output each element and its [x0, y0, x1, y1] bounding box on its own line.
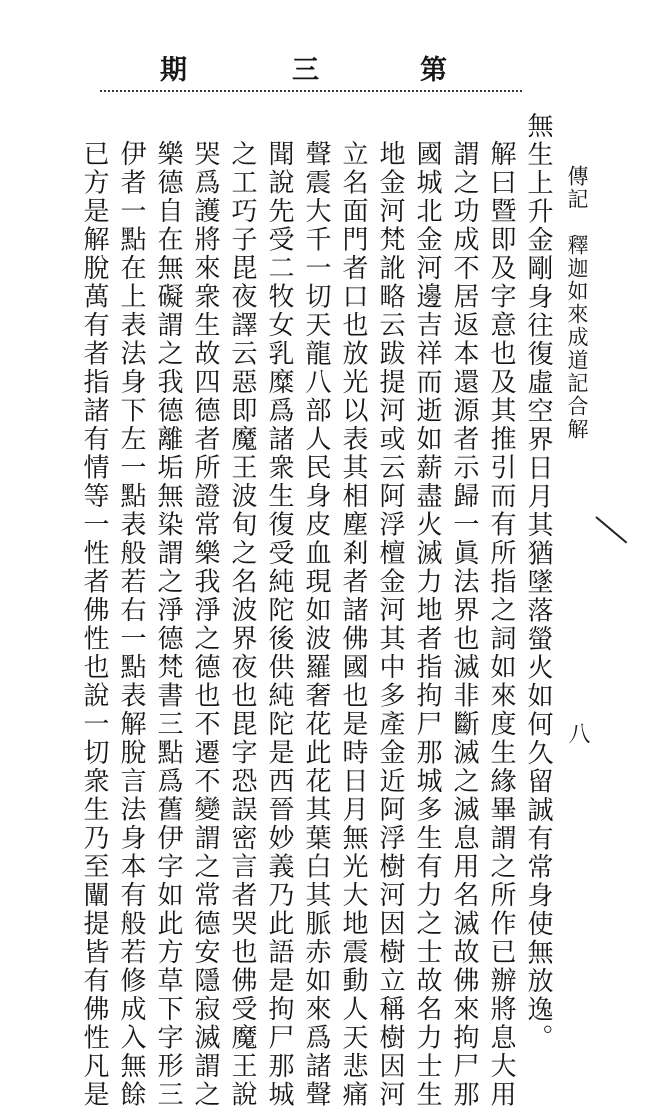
text-column-6: 立名面門者口也放光以表其相塵剎者諸佛國也是時日月無光大地震動人天悲痛: [338, 140, 368, 1109]
running-title: 傳記 釋迦如來成道記合解: [565, 165, 589, 441]
text-column-5: 地金河梵訛略云跋提河或云阿浮檀金河其中多產金近阿浮樹河因樹立稱樹因河: [375, 140, 405, 1109]
page-number: 八: [565, 722, 590, 744]
text-column-8: 聞說先受二牧女乳糜爲諸衆生復受純陀後供純陀是西晉妙義乃此語是拘尸那城: [264, 140, 294, 1109]
text-column-9: 之工巧子毘夜譯云惡即魔王波旬之名波界夜也毘字恐誤密言者哭也佛受魔王說: [227, 140, 257, 1109]
text-column-13: 已方是解脫萬有者指諸有情等一性者佛性也說一切衆生乃至闡提皆有佛性凡是: [79, 140, 109, 1109]
text-column-11: 樂德自在無礙謂之我德離垢無染謂之淨德梵書三點爲舊伊字如此方草下字形三: [153, 140, 183, 1109]
text-column-2: 解曰暨即及字意也及其推引而有所指之詞如來度生緣畢謂之所作已辦將息大用: [486, 140, 516, 1109]
page-header: [96, 56, 526, 96]
text-column-3: 謂之功成不居返本還源者示歸一眞法界也滅非斷滅之滅息用名滅故佛來拘尸那: [449, 140, 479, 1109]
text-column-7: 聲震大千一切天龍八部人民身皮血現如波羅奢花此花其葉白其脈赤如來爲諸聲: [301, 140, 331, 1109]
header-label-right: 第: [420, 55, 447, 86]
text-column-1: 無生上升金剛身往復虛空界日月其猶墜落螢火如何久留誠有常身使無放逸。: [523, 112, 553, 1053]
text-column-12: 伊者一點在上表法身下左一點表般若右一點表解脫言法身本有般若修成入無餘: [116, 140, 146, 1109]
stray-mark: [595, 516, 627, 543]
header-label-left: 期: [160, 55, 187, 86]
text-column-10: 哭爲護將來衆生故四德者所證常樂我淨之德也不遷不變謂之常德安隱寂滅謂之: [190, 140, 220, 1109]
header-label-center: 三: [292, 55, 319, 86]
header-dotted-rule: [100, 90, 522, 92]
text-column-4: 國城北金河邊吉祥而逝如薪盡火滅力地者指拘尸那城多生有力之士故名力士生: [412, 140, 442, 1109]
